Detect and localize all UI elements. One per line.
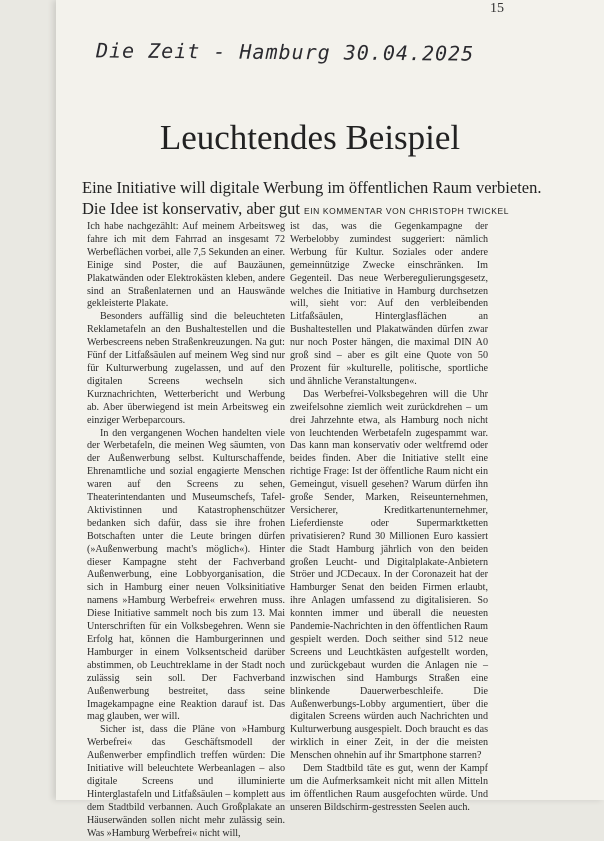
paragraph: Das Werbefrei-Volksbegehren will die Uhr zweifelsohne ziemlich weit zurückdrehen – um drei Jahrzehnte etwa, als Hamburg noch nicht von leuchtenden Werbetafeln zugespammt war. Das kann man konservativ oder weltfremd oder beides finden. Aber die Initiative stellt eine richtige Frage: Ist der öffentliche Raum nicht ein Gemeingut, visuell gesehen? Warum dürfen ihn große Sender, Marken, Reiseunternehmen, Versicherer, Kreditkartenunternehmer, Lieferdienste oder Supermarktketten privatisieren? Rund 30 Millionen Euro kassiert die Stadt Hamburg jährlich von den beiden großen Leucht- und Digitalplakate-Anbietern Ströer und JCDecaux. In der Coronazeit hat der Hamburger Senat den beiden Firmen erlaubt, ihre Anlagen umfassend zu digitalisieren. So konnten immer und überall die neuesten Pandemie-Nachrichten in den öffentlichen Raum gespielt werden. Doch seither sind 512 neue Screens und Leuchtkästen aufgestellt worden, und zurückgebaut wurden die Anlagen nie – inzwischen sind Hamburgs Straßen eine blinkende Dauerwerbeschleife. Die Außenwerbungs-Lobby argumentiert, über die digitalen Screens würden auch Nachrichten und Kulturwerbung ausgespielt. Doch braucht es das wirklich in einer Zeit, in der die meisten Menschen ohnehin auf ihr Smartphone starren? xyxy=(290,388,488,762)
paragraph: In den vergangenen Wochen handelten viele der Werbetafeln, die meinen Weg säumten, von der Außenwerbung selbst. Kulturschaffende, Ehrenamtliche und sozial engagierte Menschen waren auf den Screens zu sehen, Theaterintendanten und Museumschefs, Tafel-Aktivistinnen und Katastrophenschützer bedanken sich dafür, dass sie ihre frohen Botschaften unter die Leute bringen dürfen (»Außenwerbung macht's möglich«). Hinter dieser Kampagne steht der Fachverband Außenwerbung, eine Lobbyorganisation, die sich in Hamburg einer neuen Volksinitiative namens »Hamburg Werbefrei« erwehren muss. Diese Initiative sammelt noch bis zum 13. Mai Unterschriften für ein Volksbegehren. Wenn sie Erfolg hat, können die Hamburgerinnen und Hamburger in einem Volksentscheid darüber abstimmen, ob Leuchtreklame in der Stadt noch zulässig sein soll. Der Fachverband Außenwerbung bestreitet, dass seine Imagekampagne eine Reaktion darauf ist. Das mag glauben, wer will. xyxy=(87,427,285,723)
subline-line-2-text: Die Idee ist konservativ, aber gut xyxy=(82,199,300,218)
headline: Leuchtendes Beispiel xyxy=(159,118,461,157)
paragraph: Besonders auffällig sind die beleuchteten Reklametafeln an den Bushaltestellen und die Werbescreens neben Straßenkreuzungen. Na gut: Fünf der Litfaßsäulen auf meinem Weg sind nur für Kulturwerbung zugelassen, und auf den digitalen Screens wechseln sich Kurznachrichten, Wetterbericht und Werbung ab. Aber überwiegend ist mein Arbeitsweg ein einziger Werbeparcours. xyxy=(87,311,285,426)
subline xyxy=(82,177,552,222)
page-number: 15 xyxy=(490,1,504,16)
author-byline: EIN KOMMENTAR VON CHRISTOPH TWICKEL xyxy=(303,206,510,216)
subline-line-2 xyxy=(82,198,552,222)
paragraph: Sicher ist, dass die Pläne von »Hamburg Werbefrei« das Geschäftsmodell der Außenwerber empfindlich treffen würden: Die Initiative will beleuchtete Werbeanlagen – also digitale Screens und illuminierte Hinterglastafeln und Litfaßsäulen – komplett aus dem Stadtbild verbannen. Auch Großplakate an Häuserwänden sollen nicht mehr zulässig sein. Was »Hamburg Werbefrei« nicht will, xyxy=(87,724,285,839)
article-column-right xyxy=(290,221,488,813)
handwritten-note: Die Zeit - Hamburg 30.04.2025 xyxy=(95,38,475,66)
paragraph: Ich habe nachgezählt: Auf meinem Arbeitsweg fahre ich mit dem Fahrrad an insgesamt 72 Werbeflächen vorbei, alle 7,5 Sekunden an einer. Einige sind Poster, die auf Bauzäunen, Plakatwänden oder Elektrokästen kleben, andere sind an Straßenlaternen und an Hauswände gekleisterte Plakate. xyxy=(87,221,285,310)
paragraph: Dem Stadtbild täte es gut, wenn der Kampf um die Aufmerksamkeit nicht mit allen Mitteln im öffentlichen Raum ausgefochten würde. Und unseren Bildschirm-gestressten Seelen auch. xyxy=(290,763,488,813)
paragraph: ist das, was die Gegenkampagne der Werbelobby zumindest suggeriert: nämlich Werbung für Kultur. Soziales oder andere gemeinnützige Zwecke einschränken. Im Gegenteil. Das neue Werberegulierungsgesetz, welches die Initiative in Hamburg durchsetzen will, sieht vor: Auf den verbleibenden Litfaßsäulen, Hinterglasflächen an Bushaltestellen und Plakatwänden dürfen zwar nur noch Poster hängen, die maximal DIN A0 groß sind – aber es gilt eine Quote von 50 Prozent für »kulturelle, politische, sportliche und ähnliche Veranstaltungen«. xyxy=(290,221,488,387)
article-column-left xyxy=(87,221,285,839)
subline-line-1: Eine Initiative will digitale Werbung im öffentlichen Raum verbieten. xyxy=(82,178,542,197)
